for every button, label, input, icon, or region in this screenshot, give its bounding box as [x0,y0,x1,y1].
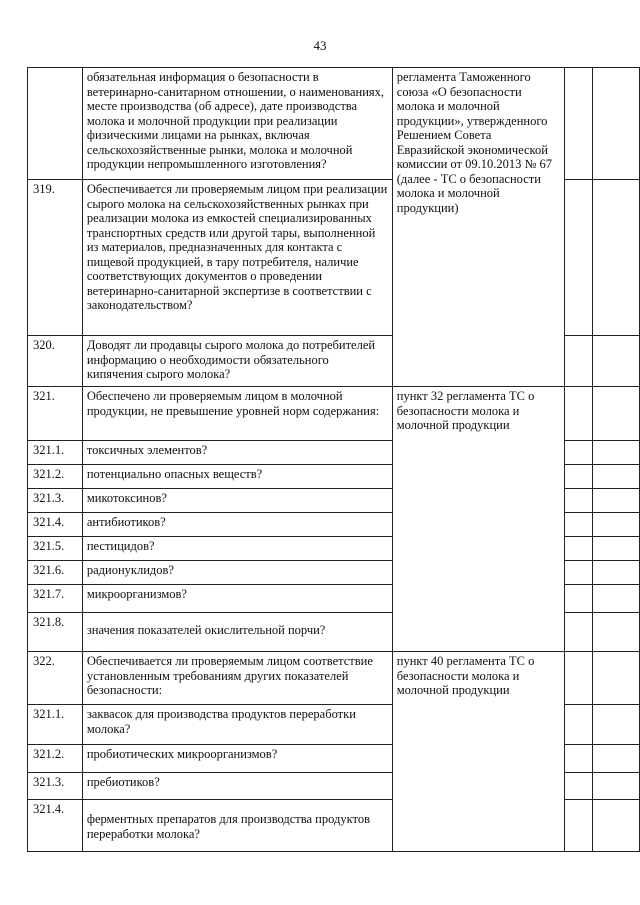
row-number: 321.3. [28,773,83,800]
note-cell [592,180,640,336]
row-number: 321.5. [28,537,83,561]
answer-cell [564,513,592,537]
answer-cell [564,585,592,613]
note-cell [592,489,640,513]
question-text: токсичных элементов? [82,441,392,465]
note-cell [592,336,640,387]
question-text: Обеспечивается ли проверяемым лицом соответствие установленным требованиям других показателей безопасности: [82,652,392,705]
note-cell [592,745,640,773]
question-text: обязательная информация о безопасности в ветеринарно-санитарном отношении, о наименованиях, месте производства (об адресе), дате производства молока и молочной продукции при реализации физическими лицами на рынках, включая сельскохозяйственные рынки, молока и молочной продукции непромышленного изготовления? [82,68,392,180]
note-cell [592,652,640,705]
row-number: 320. [28,336,83,387]
question-text: заквасок для производства продуктов переработки молока? [82,705,392,745]
question-text: Обеспечено ли проверяемым лицом в молочной продукции, не превышение уровней норм содержания: [82,387,392,441]
question-text: микроорганизмов? [82,585,392,613]
answer-cell [564,68,592,180]
answer-cell [564,745,592,773]
row-number [28,68,83,180]
row-number: 321.8. [28,613,83,652]
answer-cell [564,489,592,513]
question-text: антибиотиков? [82,513,392,537]
answer-cell [564,652,592,705]
row-number: 321.1. [28,705,83,745]
row-number: 321.7. [28,585,83,613]
question-text: Доводят ли продавцы сырого молока до потребителей информацию о необходимости обязательного кипячения сырого молока? [82,336,392,387]
row-number: 321.1. [28,441,83,465]
answer-cell [564,387,592,441]
question-text: пребиотиков? [82,773,392,800]
row-number: 321. [28,387,83,441]
note-cell [592,705,640,745]
note-cell [592,773,640,800]
answer-cell [564,537,592,561]
answer-cell [564,561,592,585]
row-number: 321.2. [28,745,83,773]
question-text: Обеспечивается ли проверяемым лицом при реализации сырого молока на сельскохозяйственных рынках при реализации молока из емкостей специализированных транспортных средств или другой тары, выполненной из материалов, предназначенных для контакта с пищевой продукцией, в тару потребителя, наличие соответствующих документов о проведении ветеринарно-санитарной экспертизе в соответствии с законодательством? [82,180,392,336]
answer-cell [564,465,592,489]
row-number: 321.2. [28,465,83,489]
answer-cell [564,336,592,387]
question-text: микотоксинов? [82,489,392,513]
note-cell [592,465,640,489]
checklist-table [27,67,640,852]
row-number: 319. [28,180,83,336]
question-text: значения показателей окислительной порчи? [82,613,392,652]
note-cell [592,537,640,561]
question-text: радионуклидов? [82,561,392,585]
row-number: 321.3. [28,489,83,513]
note-cell [592,68,640,180]
table-row [28,68,640,180]
page-number: 43 [313,38,327,53]
note-cell [592,441,640,465]
note-cell [592,613,640,652]
row-number: 321.4. [28,513,83,537]
answer-cell [564,613,592,652]
answer-cell [564,705,592,745]
legal-reference: пункт 40 регламента ТС о безопасности молока и молочной продукции [392,652,564,852]
row-number: 321.6. [28,561,83,585]
answer-cell [564,800,592,852]
note-cell [592,561,640,585]
question-text: потенциально опасных веществ? [82,465,392,489]
question-text: ферментных препаратов для производства продуктов переработки молока? [82,800,392,852]
row-number: 321.4. [28,800,83,852]
table-row [28,387,640,441]
answer-cell [564,773,592,800]
legal-reference: регламента Таможенного союза «О безопасности молока и молочной продукции», утвержденного Решением Совета Евразийской экономической комиссии от 09.10.2013 № 67 (далее - ТС о безопасности молока и молочной продукции) [392,68,564,387]
answer-cell [564,441,592,465]
note-cell [592,387,640,441]
note-cell [592,800,640,852]
question-text: пробиотических микроорганизмов? [82,745,392,773]
legal-reference: пункт 32 регламента ТС о безопасности молока и молочной продукции [392,387,564,652]
table-row [28,652,640,705]
row-number: 322. [28,652,83,705]
note-cell [592,585,640,613]
question-text: пестицидов? [82,537,392,561]
answer-cell [564,180,592,336]
note-cell [592,513,640,537]
